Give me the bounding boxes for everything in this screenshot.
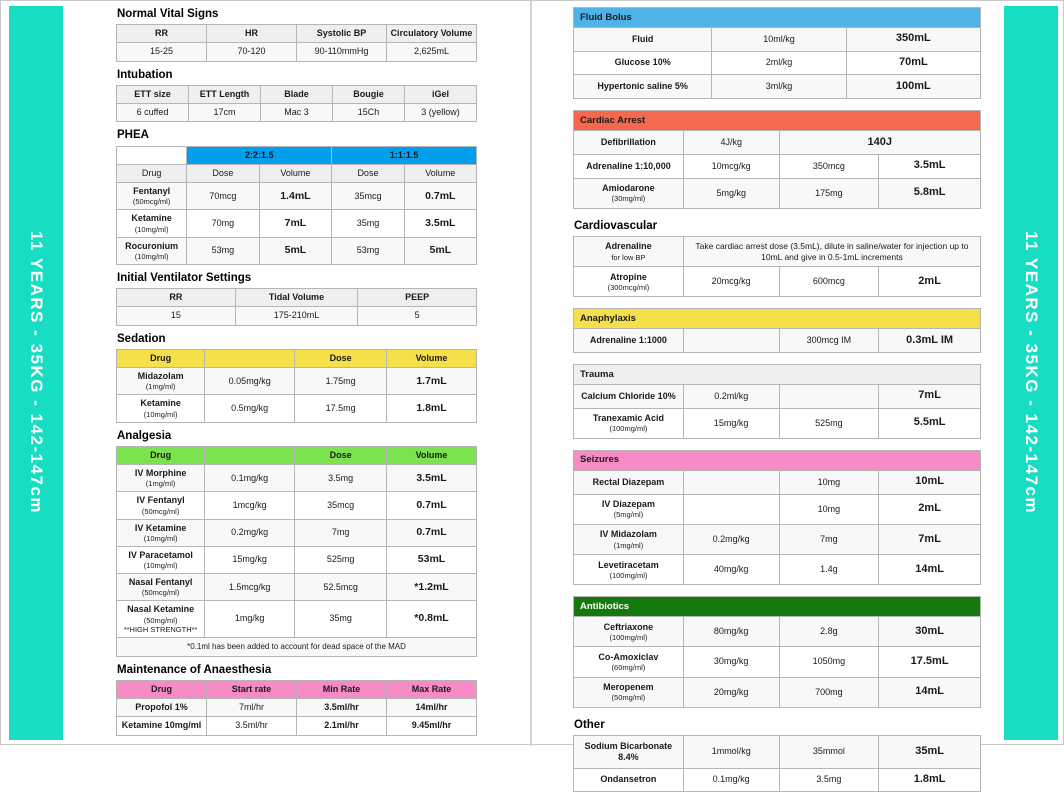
- dose-cell: 35mmol: [779, 736, 879, 769]
- section-banner: Antibiotics: [574, 597, 981, 617]
- dose-cell: 20mcg/kg: [683, 267, 779, 297]
- section-heading-normal-vital-signs: Normal Vital Signs: [117, 8, 219, 20]
- section-heading-other: Other: [574, 718, 605, 731]
- table-row: [117, 164, 477, 182]
- table-row: [574, 267, 981, 297]
- table-row: [574, 647, 981, 677]
- volume-cell: 140J: [779, 131, 980, 155]
- section-analgesia: [116, 430, 477, 657]
- table-row: [117, 395, 477, 422]
- dose-cell: 1.75mg: [295, 368, 387, 395]
- drug-name-cell: Calcium Chloride 10%: [574, 384, 684, 408]
- dose-cell: 15mg/kg: [205, 546, 295, 573]
- dose-cell: 700mg: [779, 677, 879, 707]
- dose-cell: 350mcg: [779, 154, 879, 178]
- banner-row: [574, 111, 981, 131]
- page-divider: [530, 1, 532, 746]
- volume-cell: 350mL: [846, 27, 980, 51]
- drug-name-cell: Defibrillation: [574, 131, 684, 155]
- section-maintenance: [116, 664, 477, 736]
- table-row: [574, 75, 981, 99]
- table-row: [117, 307, 477, 325]
- table-row: [117, 519, 477, 546]
- table-row: [117, 699, 477, 717]
- dose-cell: [779, 384, 879, 408]
- drug-name-cell: IV Ketamine (10mg/ml): [117, 519, 205, 546]
- dose-cell: 90-110mmHg: [297, 43, 387, 61]
- column-header-cell: 2:2:1.5: [187, 146, 332, 164]
- dose-cell: 80mg/kg: [683, 617, 779, 647]
- column-header-cell: 1:1:1.5: [332, 146, 477, 164]
- drug-name-cell: Fluid: [574, 27, 712, 51]
- table-normal-vital-signs: [116, 24, 477, 62]
- dose-cell: 70mcg: [187, 183, 259, 210]
- volume-cell: 7mL: [259, 210, 332, 237]
- column-header-cell: iGel: [405, 85, 477, 103]
- table-row: [574, 329, 981, 353]
- table-row: [574, 408, 981, 438]
- column-header-cell: Volume: [386, 349, 476, 367]
- table-anaphylaxis: [573, 308, 981, 353]
- right-patient-banner: [1004, 6, 1058, 740]
- dose-cell: 2.8g: [779, 617, 879, 647]
- dose-cell: 53mg: [187, 237, 259, 264]
- column-header-cell: Bougie: [333, 85, 405, 103]
- dose-cell: 3.5ml/hr: [207, 717, 297, 735]
- rate-cell: 2.1ml/hr: [297, 717, 387, 735]
- dose-cell: 0.05mg/kg: [205, 368, 295, 395]
- volume-cell: 2mL: [879, 494, 981, 524]
- dose-cell: 0.2ml/kg: [683, 384, 779, 408]
- section-heading-phea: PHEA: [117, 129, 149, 142]
- drug-name-cell: Adrenaline 1:1000: [574, 329, 684, 353]
- rate-cell: 9.45ml/hr: [387, 717, 477, 735]
- table-row: [117, 492, 477, 519]
- table-sedation: [116, 349, 477, 423]
- dose-cell: 35mg: [295, 601, 387, 637]
- dose-cell: 0.1mg/kg: [683, 768, 779, 792]
- section-other: [573, 719, 981, 792]
- dose-cell: 35mcg: [332, 183, 404, 210]
- section-ventilator: [116, 272, 477, 326]
- dose-cell: 175-210mL: [235, 307, 357, 325]
- right-page-content: [573, 7, 981, 803]
- drug-name-cell: Amiodarone (30mg/ml): [574, 178, 684, 208]
- section-heading-analgesia: Analgesia: [117, 429, 172, 442]
- table-fluid-bolus: [573, 7, 981, 99]
- volume-cell: 5mL: [259, 237, 332, 264]
- volume-cell: 0.3mL IM: [879, 329, 981, 353]
- table-row: [117, 349, 477, 367]
- drug-name-cell: IV Morphine (1mg/ml): [117, 465, 205, 492]
- column-header-cell: Systolic BP: [297, 25, 387, 43]
- column-header-cell: Max Rate: [387, 680, 477, 698]
- dose-cell: 0.1mg/kg: [205, 465, 295, 492]
- dose-cell: 3ml/kg: [712, 75, 846, 99]
- table-row: [574, 236, 981, 266]
- table-row: [574, 677, 981, 707]
- column-header-cell: Drug: [117, 446, 205, 464]
- dose-cell: 4J/kg: [683, 131, 779, 155]
- column-header-cell: [205, 349, 295, 367]
- drug-name-cell: Sodium Bicarbonate 8.4%: [574, 736, 684, 769]
- column-header-cell: PEEP: [358, 289, 477, 307]
- volume-cell: 53mL: [386, 546, 476, 573]
- dose-cell: 10mg: [779, 494, 879, 524]
- section-cardiac-arrest: [573, 110, 981, 209]
- dose-cell: 7mg: [295, 519, 387, 546]
- dose-cell: 5: [358, 307, 477, 325]
- dose-cell: 1050mg: [779, 647, 879, 677]
- table-phea: [116, 146, 477, 265]
- dose-cell: 10ml/kg: [712, 27, 846, 51]
- patient-banner-text-left: 11 YEARS - 35KG - 142-147cm: [27, 231, 46, 515]
- volume-cell: 7mL: [879, 384, 981, 408]
- drug-name-cell: Ceftriaxone (100mg/ml): [574, 617, 684, 647]
- table-cardiovascular: [573, 236, 981, 298]
- drug-name-cell: Ketamine (10mg/ml): [117, 210, 187, 237]
- table-seizures: [573, 450, 981, 585]
- table-maintenance: [116, 680, 477, 736]
- drug-name-cell: Atropine (300mcg/ml): [574, 267, 684, 297]
- dose-cell: 3.5mg: [295, 465, 387, 492]
- table-ventilator: [116, 288, 477, 326]
- column-header-cell: Volume: [386, 446, 476, 464]
- volume-cell: 3.5mL: [879, 154, 981, 178]
- section-banner: Seizures: [574, 450, 981, 470]
- section-normal-vital-signs: [116, 8, 477, 62]
- dose-cell: 1.5mcg/kg: [205, 574, 295, 601]
- table-row: [117, 146, 477, 164]
- drug-name-cell: Fentanyl (50mcg/ml): [117, 183, 187, 210]
- column-header-cell: Dose: [295, 349, 387, 367]
- drug-name-cell: Levetiracetam (100mg/ml): [574, 555, 684, 585]
- dose-cell: 1mg/kg: [205, 601, 295, 637]
- volume-cell: *0.8mL: [386, 601, 476, 637]
- dose-cell: 17.5mg: [295, 395, 387, 422]
- drug-name-cell: Tranexamic Acid (100mg/ml): [574, 408, 684, 438]
- volume-cell: 14mL: [879, 555, 981, 585]
- dose-cell: 1mcg/kg: [205, 492, 295, 519]
- column-header-cell: Blade: [261, 85, 333, 103]
- drug-name-cell: Ondansetron: [574, 768, 684, 792]
- dose-cell: 1mmol/kg: [683, 736, 779, 769]
- column-header-cell: Drug: [117, 680, 207, 698]
- drug-name-cell: Nasal Fentanyl (50mcg/ml): [117, 574, 205, 601]
- volume-cell: 10mL: [879, 470, 981, 494]
- volume-cell: 100mL: [846, 75, 980, 99]
- dose-cell: 1.4g: [779, 555, 879, 585]
- table-row: [574, 384, 981, 408]
- drug-name-cell: Ketamine 10mg/ml: [117, 717, 207, 735]
- column-header-cell: Dose: [295, 446, 387, 464]
- drug-name-cell: Meropenem (50mg/ml): [574, 677, 684, 707]
- table-row: [117, 465, 477, 492]
- dose-cell: 40mg/kg: [683, 555, 779, 585]
- dose-cell: 0.2mg/kg: [205, 519, 295, 546]
- column-header-cell: Tidal Volume: [235, 289, 357, 307]
- drug-name-cell: Adrenaline 1:10,000: [574, 154, 684, 178]
- dose-cell: 70mg: [187, 210, 259, 237]
- table-row: [117, 368, 477, 395]
- dose-cell: 52.5mcg: [295, 574, 387, 601]
- dose-cell: Mac 3: [261, 104, 333, 122]
- dose-cell: [683, 470, 779, 494]
- drug-name-cell: Nasal Ketamine (50mg/ml) **HIGH STRENGTH**: [117, 601, 205, 637]
- table-row: [117, 717, 477, 735]
- table-row: [574, 178, 981, 208]
- drug-name-cell: IV Diazepam (5mg/ml): [574, 494, 684, 524]
- volume-cell: 1.8mL: [386, 395, 476, 422]
- volume-cell: 0.7mL: [386, 519, 476, 546]
- table-row: [117, 104, 477, 122]
- drug-name-cell: Co-Amoxiclav (60mg/ml): [574, 647, 684, 677]
- section-heading-sedation: Sedation: [117, 332, 166, 345]
- table-row: [574, 494, 981, 524]
- section-antibiotics: [573, 596, 981, 708]
- column-header-cell: [205, 446, 295, 464]
- table-other: [573, 735, 981, 792]
- footnote-cell: *0.1ml has been added to account for dead space of the MAD: [117, 637, 477, 656]
- left-patient-banner: [9, 6, 63, 740]
- table-row: [117, 43, 477, 61]
- dose-cell: 3.5mg: [779, 768, 879, 792]
- table-row: [574, 555, 981, 585]
- cell: [117, 146, 187, 164]
- section-heading-intubation: Intubation: [117, 68, 173, 81]
- drug-name-cell: Rectal Diazepam: [574, 470, 684, 494]
- volume-cell: 5.5mL: [879, 408, 981, 438]
- table-row: [117, 446, 477, 464]
- drug-name-cell: Ketamine (10mg/ml): [117, 395, 205, 422]
- volume-cell: 0.7mL: [404, 183, 476, 210]
- table-row: [117, 237, 477, 264]
- column-header-cell: Volume: [404, 164, 476, 182]
- dose-cell: 35mcg: [295, 492, 387, 519]
- dose-cell: 20mg/kg: [683, 677, 779, 707]
- column-header-cell: Drug: [117, 164, 187, 182]
- dose-cell: [683, 494, 779, 524]
- dose-cell: 10mcg/kg: [683, 154, 779, 178]
- section-seizures: [573, 450, 981, 585]
- volume-cell: 3.5mL: [386, 465, 476, 492]
- dose-cell: 525mg: [295, 546, 387, 573]
- dose-cell: 30mg/kg: [683, 647, 779, 677]
- dose-cell: 6 cuffed: [117, 104, 189, 122]
- table-row: [574, 736, 981, 769]
- table-row: [117, 680, 477, 698]
- section-banner: Trauma: [574, 365, 981, 385]
- section-cardiovascular: [573, 220, 981, 298]
- table-row: [574, 51, 981, 75]
- drug-name-cell: Hypertonic saline 5%: [574, 75, 712, 99]
- table-cardiac-arrest: [573, 110, 981, 209]
- rate-cell: 3.5ml/hr: [297, 699, 387, 717]
- table-row: [117, 210, 477, 237]
- table-row: [117, 85, 477, 103]
- dose-cell: 5mg/kg: [683, 178, 779, 208]
- volume-cell: 1.7mL: [386, 368, 476, 395]
- patient-banner-text-right: 11 YEARS - 35KG - 142-147cm: [1022, 231, 1041, 515]
- left-page-content: [116, 7, 477, 743]
- table-row: [574, 524, 981, 554]
- column-header-cell: Min Rate: [297, 680, 387, 698]
- volume-cell: 3.5mL: [404, 210, 476, 237]
- volume-cell: 1.4mL: [259, 183, 332, 210]
- instruction-cell: Take cardiac arrest dose (3.5mL), dilute in saline/water for injection up to 10mL and give in 0.5-1mL increments: [683, 236, 980, 266]
- column-header-cell: ETT Length: [189, 85, 261, 103]
- table-row: [574, 131, 981, 155]
- volume-cell: 70mL: [846, 51, 980, 75]
- section-banner: Cardiac Arrest: [574, 111, 981, 131]
- volume-cell: 35mL: [879, 736, 981, 769]
- drug-name-cell: IV Midazolam (1mg/ml): [574, 524, 684, 554]
- table-row: [574, 27, 981, 51]
- dose-cell: 2,625mL: [387, 43, 477, 61]
- section-fluid-bolus: [573, 7, 981, 99]
- table-antibiotics: [573, 596, 981, 708]
- table-row: [117, 546, 477, 573]
- banner-row: [574, 597, 981, 617]
- drug-name-cell: IV Paracetamol (10mg/ml): [117, 546, 205, 573]
- table-trauma: [573, 364, 981, 439]
- section-sedation: [116, 333, 477, 423]
- dose-cell: 0.5mg/kg: [205, 395, 295, 422]
- table-analgesia: [116, 446, 477, 657]
- dose-cell: 300mcg IM: [779, 329, 879, 353]
- section-heading-ventilator: Initial Ventilator Settings: [117, 271, 252, 284]
- drug-name-cell: Midazolam (1mg/ml): [117, 368, 205, 395]
- dose-cell: 600mcg: [779, 267, 879, 297]
- table-row: [574, 617, 981, 647]
- dose-cell: 10mg: [779, 470, 879, 494]
- dose-cell: 7ml/hr: [207, 699, 297, 717]
- volume-cell: 5mL: [404, 237, 476, 264]
- column-header-cell: Dose: [187, 164, 259, 182]
- dose-cell: 15mg/kg: [683, 408, 779, 438]
- dose-cell: 7mg: [779, 524, 879, 554]
- column-header-cell: Circulatory Volume: [387, 25, 477, 43]
- drug-name-cell: Propofol 1%: [117, 699, 207, 717]
- dose-cell: 2ml/kg: [712, 51, 846, 75]
- dose-cell: 15: [117, 307, 236, 325]
- section-heading-maintenance: Maintenance of Anaesthesia: [117, 663, 272, 676]
- dose-cell: 17cm: [189, 104, 261, 122]
- column-header-cell: RR: [117, 289, 236, 307]
- table-row: [117, 25, 477, 43]
- dose-cell: [683, 329, 779, 353]
- dose-cell: 0.2mg/kg: [683, 524, 779, 554]
- rate-cell: 14ml/hr: [387, 699, 477, 717]
- section-trauma: [573, 364, 981, 439]
- dose-cell: 525mg: [779, 408, 879, 438]
- drug-name-cell: Glucose 10%: [574, 51, 712, 75]
- section-intubation: [116, 69, 477, 123]
- table-row: [117, 574, 477, 601]
- banner-row: [574, 365, 981, 385]
- dose-cell: 15Ch: [333, 104, 405, 122]
- volume-cell: 2mL: [879, 267, 981, 297]
- volume-cell: 7mL: [879, 524, 981, 554]
- dose-cell: 35mg: [332, 210, 404, 237]
- table-row: [117, 183, 477, 210]
- section-phea: [116, 129, 477, 264]
- table-row: [117, 637, 477, 656]
- drug-name-cell: Rocuronium (10mg/ml): [117, 237, 187, 264]
- banner-row: [574, 450, 981, 470]
- table-row: [117, 601, 477, 637]
- drug-name-cell: IV Fentanyl (50mcg/ml): [117, 492, 205, 519]
- section-banner: Fluid Bolus: [574, 8, 981, 28]
- dose-cell: 3 (yellow): [405, 104, 477, 122]
- dose-cell: 70-120: [207, 43, 297, 61]
- volume-cell: 1.8mL: [879, 768, 981, 792]
- table-row: [117, 289, 477, 307]
- table-row: [574, 768, 981, 792]
- section-banner: Anaphylaxis: [574, 309, 981, 329]
- volume-cell: 0.7mL: [386, 492, 476, 519]
- column-header-cell: RR: [117, 25, 207, 43]
- table-row: [574, 470, 981, 494]
- column-header-cell: HR: [207, 25, 297, 43]
- dose-cell: 53mg: [332, 237, 404, 264]
- dose-cell: 15-25: [117, 43, 207, 61]
- column-header-cell: Dose: [332, 164, 404, 182]
- banner-row: [574, 309, 981, 329]
- dose-cell: 175mg: [779, 178, 879, 208]
- table-row: [574, 154, 981, 178]
- volume-cell: 30mL: [879, 617, 981, 647]
- banner-row: [574, 8, 981, 28]
- drug-name-cell: Adrenaline for low BP: [574, 236, 684, 266]
- column-header-cell: Volume: [259, 164, 332, 182]
- column-header-cell: Start rate: [207, 680, 297, 698]
- volume-cell: 14mL: [879, 677, 981, 707]
- section-heading-cardiovascular: Cardiovascular: [574, 219, 658, 232]
- volume-cell: 17.5mL: [879, 647, 981, 677]
- section-anaphylaxis: [573, 308, 981, 353]
- table-intubation: [116, 85, 477, 123]
- volume-cell: 5.8mL: [879, 178, 981, 208]
- volume-cell: *1.2mL: [386, 574, 476, 601]
- column-header-cell: ETT size: [117, 85, 189, 103]
- column-header-cell: Drug: [117, 349, 205, 367]
